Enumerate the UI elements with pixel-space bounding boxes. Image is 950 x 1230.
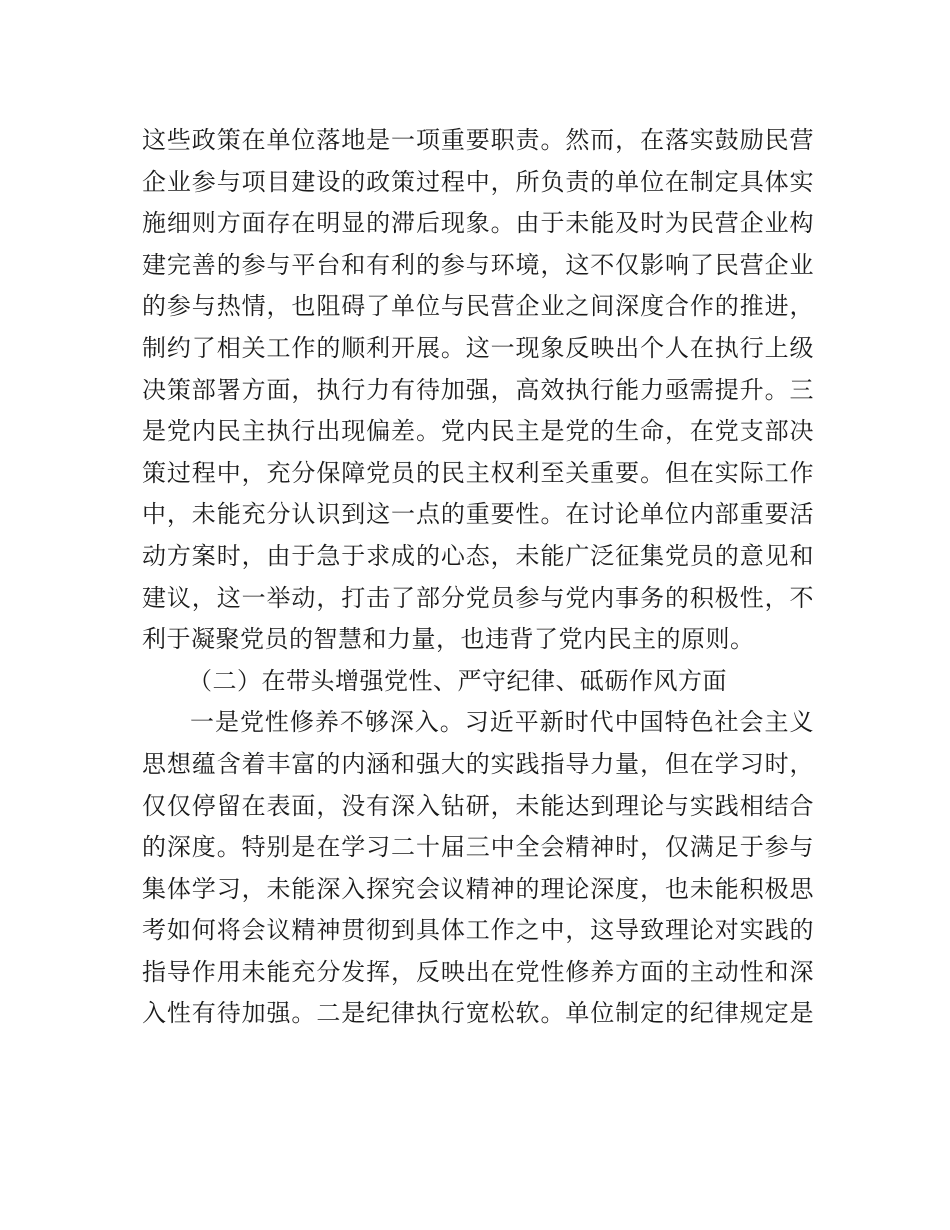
text-line: 建完善的参与平台和有利的参与环境，这不仅影响了民营企业 (142, 250, 814, 279)
text-line: 制约了相关工作的顺利开展。这一现象反映出个人在执行上级 (142, 333, 814, 362)
text-line: 考如何将会议精神贯彻到具体工作之中，这导致理论对实践的 (142, 916, 814, 945)
text-line: 仅仅停留在表面，没有深入钻研，未能达到理论与实践相结合 (142, 791, 814, 820)
text-line: 思想蕴含着丰富的内涵和强大的实践指导力量，但在学习时， (142, 749, 814, 778)
text-line: 建议，这一举动，打击了部分党员参与党内事务的积极性，不 (142, 583, 814, 612)
text-line: 指导作用未能充分发挥，反映出在党性修养方面的主动性和深 (142, 957, 814, 986)
text-line: 的深度。特别是在学习二十届三中全会精神时，仅满足于参与 (142, 833, 814, 862)
text-line: 一是党性修养不够深入。习近平新时代中国特色社会主义 (190, 708, 814, 737)
paragraph-2 (142, 702, 814, 1035)
text-line: 动方案时，由于急于求成的心态，未能广泛征集党员的意见和 (142, 541, 814, 570)
text-line: 策过程中，充分保障党员的民主权利至关重要。但在实际工作 (142, 458, 814, 487)
text-line: 是党内民主执行出现偏差。党内民主是党的生命，在党支部决 (142, 417, 814, 446)
paragraph-1 (142, 120, 814, 661)
text-line: 的参与热情，也阻碍了单位与民营企业之间深度合作的推进， (142, 292, 814, 321)
section-heading: （二）在带头增强党性、严守纪律、砥砺作风方面 (188, 666, 727, 695)
text-line: 施细则方面存在明显的滞后现象。由于未能及时为民营企业构 (142, 209, 814, 238)
text-line: 企业参与项目建设的政策过程中，所负责的单位在制定具体实 (142, 167, 814, 196)
text-line: 这些政策在单位落地是一项重要职责。然而，在落实鼓励民营 (142, 126, 814, 154)
document-body (142, 120, 814, 1035)
text-line: 利于凝聚党员的智慧和力量，也违背了党内民主的原则。 (142, 625, 755, 654)
text-line: 集体学习，未能深入探究会议精神的理论深度，也未能积极思 (142, 874, 814, 903)
text-line: 中，未能充分认识到这一点的重要性。在讨论单位内部重要活 (142, 500, 814, 529)
text-line: 入性有待加强。二是纪律执行宽松软。单位制定的纪律规定是 (142, 999, 814, 1028)
text-line: 决策部署方面，执行力有待加强，高效执行能力亟需提升。三 (142, 375, 814, 404)
